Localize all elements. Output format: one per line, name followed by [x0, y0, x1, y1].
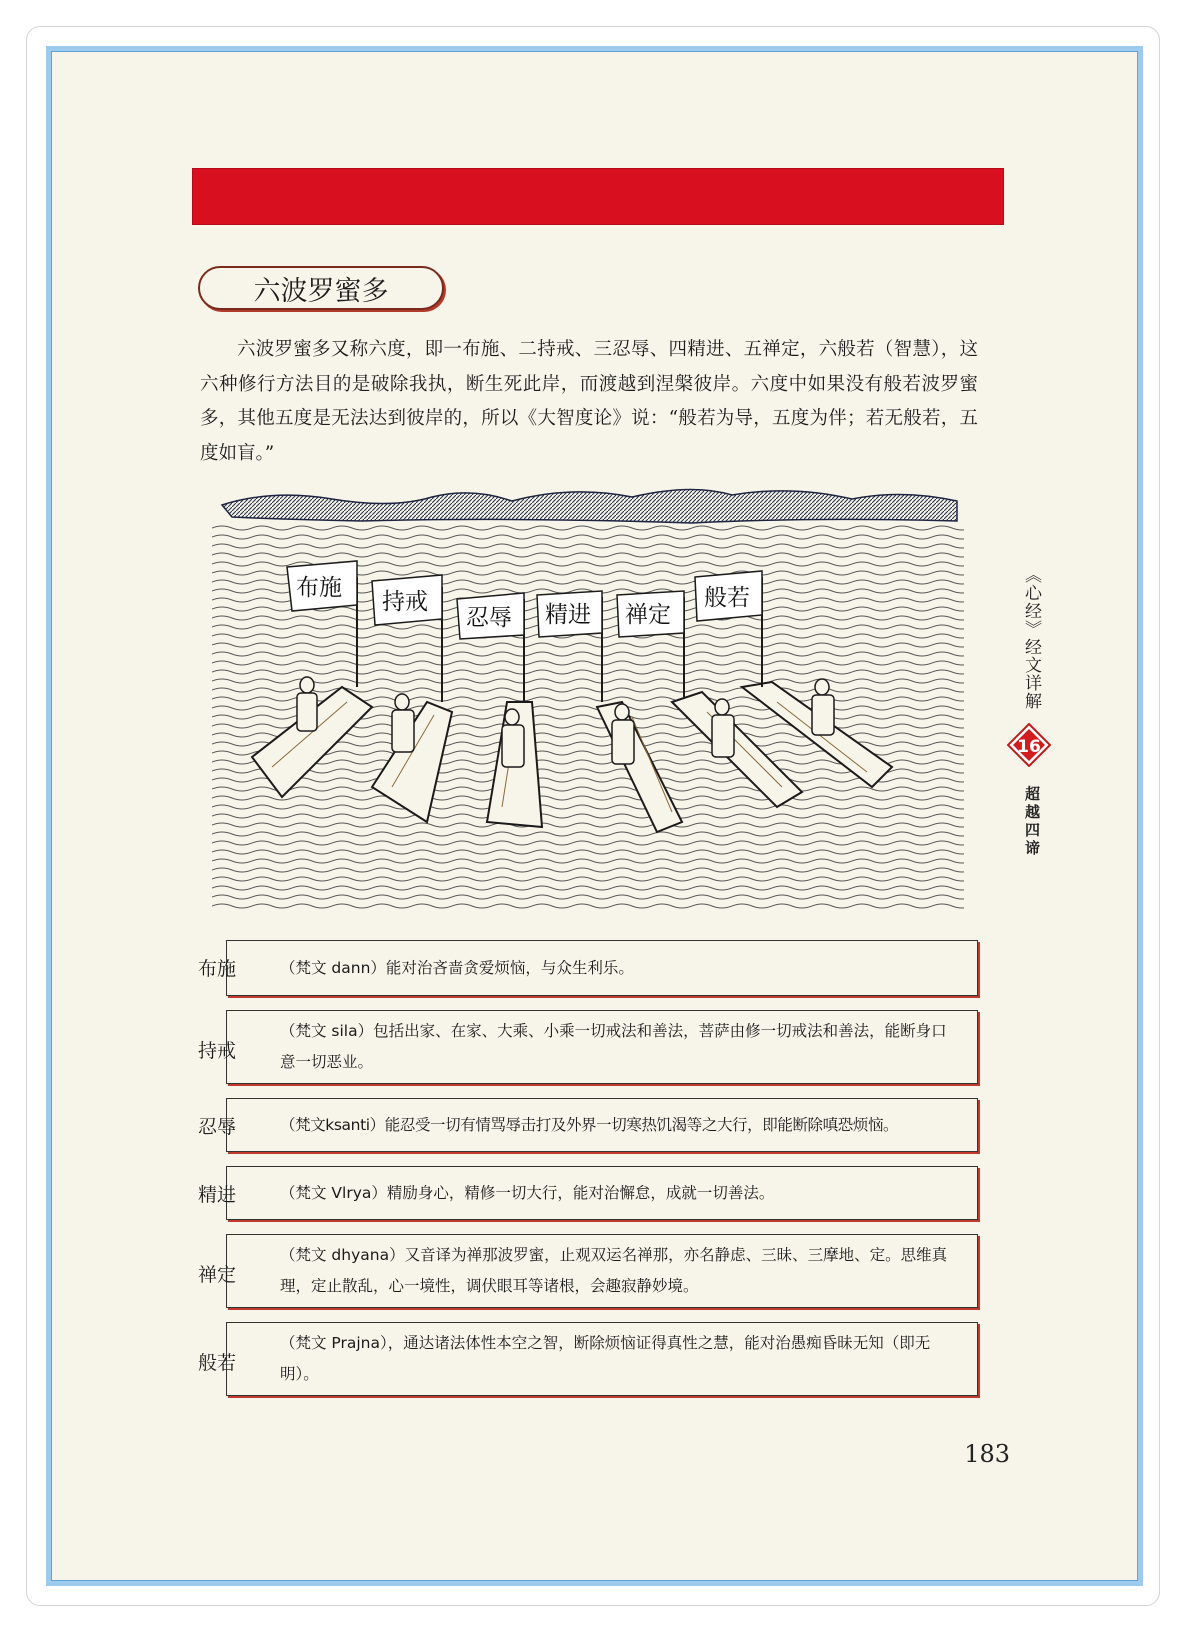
term-name: 精进: [198, 1184, 237, 1206]
term-name: 般若: [198, 1352, 237, 1374]
flag-5-label: 禅定: [625, 602, 671, 628]
term-description: （梵文 Prajna），通达诸法体性本空之智，断除烦恼证得真性之慧，能对治愚痴昏昧无知（即无明）。: [280, 1334, 931, 1383]
term-description: （梵文 dhyana）又音译为禅那波罗蜜，止观双运名禅那，亦名静虑、三昧、三摩地、定。思维真理，定止散乱，心一境性，调伏眼耳等诸根，会趣寂静妙境。: [280, 1246, 948, 1295]
flag-3-label: 忍辱: [466, 605, 512, 631]
mountain-range: [222, 489, 957, 523]
term-row: [198, 1322, 978, 1400]
term-name: 忍辱: [198, 1116, 237, 1138]
page-number: 183: [964, 1440, 1010, 1468]
intro-paragraph: 六波罗蜜多又称六度，即一布施、二持戒、三忍辱、四精进、五禅定，六般若（智慧），这六种修行方法目的是破除我执，断生死此岸，而渡越到涅槃彼岸。六度中如果没有般若波罗蜜多，其他五度是无法达到彼岸的，所以《大智度论》说：“般若为导，五度为伴；若无般若，五度如盲。”: [200, 339, 978, 464]
flag-2-label: 持戒: [382, 589, 428, 615]
chapter-side-subtitle: 超越四谛: [1023, 786, 1041, 858]
six-boats-illustration: [212, 487, 964, 912]
term-row: [198, 1234, 978, 1312]
term-row: [198, 1098, 978, 1156]
chapter-badge: [1007, 723, 1051, 767]
term-description: （梵文 Vlrya）精励身心，精修一切大行，能对治懈怠，成就一切善法。: [280, 1184, 775, 1202]
flag-6-label: 般若: [704, 585, 750, 611]
term-description: （梵文 sila）包括出家、在家、大乘、小乘一切戒法和善法，菩萨由修一切戒法和善法，能断身口意一切恶业。: [280, 1022, 947, 1071]
term-description: （梵文 dann）能对治吝啬贪爱烦恼，与众生利乐。: [280, 959, 634, 977]
term-name: 禅定: [198, 1264, 237, 1286]
term-row: [198, 940, 978, 1002]
term-row: [198, 1166, 978, 1224]
chapter-side-title: 《心经》经文详解: [1021, 566, 1041, 710]
flag-1-label: 布施: [296, 575, 342, 601]
header-color-bar: [192, 168, 1004, 225]
term-name: 持戒: [198, 1040, 237, 1062]
chapter-number: 16: [1017, 737, 1041, 757]
term-row: [198, 1010, 978, 1088]
term-name: 布施: [198, 958, 237, 980]
flag-4-label: 精进: [545, 602, 591, 628]
term-description: （梵文ksanti）能忍受一切有情骂辱击打及外界一切寒热饥渴等之大行，即能断除嗔恐烦恼。: [280, 1116, 899, 1134]
section-title: 六波罗蜜多: [198, 266, 444, 310]
